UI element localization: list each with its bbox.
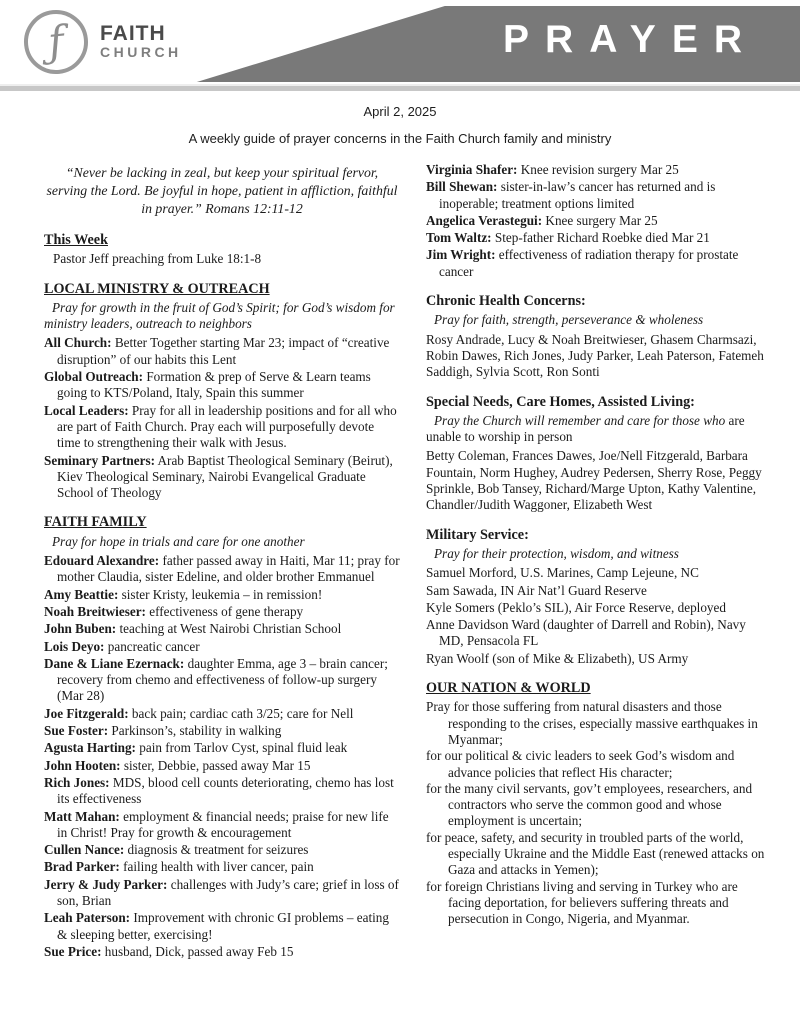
entry-name: Joe Fitzgerald: <box>44 705 129 721</box>
military-service-heading: Military Service: <box>426 526 529 543</box>
military-service-list <box>426 565 772 667</box>
special-needs-intro-rest: are unable to worship in person <box>426 412 745 445</box>
prayer-entry <box>426 162 772 178</box>
entry-text: effectiveness of radiation therapy for prostate cancer <box>439 247 739 279</box>
entry-name: Amy Beattie: <box>44 586 119 602</box>
prayer-entry <box>44 758 400 774</box>
entry-name: Seminary Partners: <box>44 452 155 468</box>
entry-text: Formation & prep of Serve & Learn teams going to KTS/Poland, Italy, Spain this summer <box>57 369 371 401</box>
entry-name: Sue Price: <box>44 943 102 959</box>
entry-name: Agusta Harting: <box>44 740 136 756</box>
special-needs-intro-italic: Pray the Church will remember and care for those who <box>434 412 726 428</box>
entry-name: All Church: <box>44 335 112 351</box>
chronic-health-heading: Chronic Health Concerns: <box>426 293 586 310</box>
prayer-entry <box>44 553 400 586</box>
local-ministry-entries <box>44 335 400 501</box>
entry-name: Tom Waltz: <box>426 230 492 246</box>
chronic-health-intro: Pray for faith, strength, perseverance & wholeness <box>434 312 704 328</box>
faith-family-entries <box>44 553 400 960</box>
entry-name: Leah Paterson: <box>44 910 131 926</box>
entry-text: sister Kristy, leukemia – in remission! <box>118 586 323 602</box>
prayer-entry <box>44 656 400 705</box>
local-ministry-intro: Pray for growth in the fruit of God’s Spirit; for God’s wisdom for ministry leaders, outreach to neighbors <box>44 299 395 332</box>
entry-name: Sue Foster: <box>44 723 109 739</box>
section-this-week <box>44 232 400 268</box>
prayer-entry <box>44 587 400 603</box>
faith-church-logo <box>24 10 182 74</box>
prayer-entry <box>44 335 400 368</box>
page-header <box>0 0 800 90</box>
nation-prayer-paragraph: for peace, safety, and security in troubled parts of the world, especially Ukraine and the Middle East (renewed attacks on Gaza and attacks in Yemen); <box>426 829 765 878</box>
entry-text: teaching at West Nairobi Christian School <box>116 621 342 637</box>
section-local-ministry <box>44 281 400 502</box>
quote-reference: Romans 12:11-12 <box>205 201 303 216</box>
entry-name: Dane & Liane Ezernack: <box>44 655 185 671</box>
entry-text: Parkinson’s, stability in walking <box>108 723 282 739</box>
prayer-entry <box>426 213 772 229</box>
section-special-needs <box>426 394 772 514</box>
entry-name: Jim Wright: <box>426 247 496 263</box>
two-column-content <box>0 146 800 961</box>
special-needs-names: Betty Coleman, Frances Dawes, Joe/Nell Fitzgerald, Barbara Fountain, Norm Hughey, Audrey Pedersen, Sherry Rose, Peggy Sprinkle, Bob Tansey, Richard/Marge Upton, Kathy Valentine, Chandler/Judith Waggoner, Elizabeth West <box>426 448 762 513</box>
entry-text: husband, Dick, passed away Feb 15 <box>101 943 294 959</box>
prayer-entry <box>44 621 400 637</box>
section-faith-family <box>44 514 400 960</box>
prayer-entry <box>44 369 400 402</box>
logo-line-church: CHURCH <box>100 44 182 61</box>
entry-text: daughter Emma, age 3 – brain cancer; recovery from chemo and effectiveness of follow-up surgery (Mar 28) <box>57 655 388 704</box>
prayer-entry <box>44 723 400 739</box>
military-service-intro: Pray for their protection, wisdom, and witness <box>434 545 679 561</box>
prayer-entry <box>426 230 772 246</box>
entry-name: Noah Breitwieser: <box>44 603 146 619</box>
section-chronic-health <box>426 293 772 380</box>
nation-prayer-paragraph: for our political & civic leaders to seek God’s wisdom and advance policies that reflect His character; <box>426 748 735 780</box>
entry-text: failing health with liver cancer, pain <box>119 859 314 875</box>
left-column <box>44 162 400 961</box>
entry-name: Matt Mahan: <box>44 808 120 824</box>
entry-text: Step-father Richard Roebke died Mar 21 <box>491 230 710 246</box>
prayer-entry <box>44 403 400 452</box>
entry-text: Better Together starting Mar 23; impact of “creative disruption” of our habits this Lent <box>57 335 390 367</box>
entry-text: pain from Tarlov Cyst, spinal fluid leak <box>135 740 348 756</box>
entry-name: John Hooten: <box>44 757 121 773</box>
military-person-line: Kyle Somers (Peklo’s SIL), Air Force Reserve, deployed <box>426 599 726 615</box>
this-week-line: Pastor Jeff preaching from Luke 18:1-8 <box>53 251 262 267</box>
prayer-entry <box>44 877 400 910</box>
prayer-entry <box>44 910 400 943</box>
nation-prayer-paragraph: Pray for those suffering from natural disasters and those responding to the crises, especially massive earthquakes in Myanmar; <box>426 699 758 747</box>
special-needs-heading: Special Needs, Care Homes, Assisted Living: <box>426 393 695 410</box>
entry-name: Global Outreach: <box>44 369 144 385</box>
prayer-entry <box>426 179 772 212</box>
section-nation-world <box>426 680 772 927</box>
entry-text: Pray for all in leadership positions and for all who are part of Faith Church. Pray each will purposefully devote time to strengthening their walk with Jesus. <box>57 402 397 451</box>
entry-text: sister, Debbie, passed away Mar 15 <box>120 757 311 773</box>
scripture-quote <box>44 164 400 218</box>
prayer-entry <box>44 706 400 722</box>
entry-text: effectiveness of gene therapy <box>145 603 304 619</box>
military-person-line: Sam Sawada, IN Air Nat’l Guard Reserve <box>426 582 647 598</box>
faith-family-intro: Pray for hope in trials and care for one another <box>52 533 305 549</box>
logo-line-faith: FAITH <box>100 22 166 46</box>
date-line: April 2, 2025 <box>363 104 437 119</box>
logo-text <box>100 23 182 60</box>
military-person-line: Samuel Morford, U.S. Marines, Camp Lejeune, NC <box>426 565 699 581</box>
entry-name: John Buben: <box>44 621 117 637</box>
military-person-line: Anne Davidson Ward (daughter of Darrell and Robin), Navy MD, Pensacola FL <box>426 617 746 649</box>
entry-text: diagnosis & treatment for seizures <box>124 842 309 858</box>
entry-text: father passed away in Haiti, Mar 11; pray for mother Claudia, sister Edeline, and older brother Emmanuel <box>57 553 400 585</box>
prayer-entry <box>44 740 400 756</box>
entry-name: Virginia Shafer: <box>426 162 518 177</box>
subtitle: A weekly guide of prayer concerns in the Faith Church family and ministry <box>188 131 612 146</box>
header-divider <box>0 84 800 91</box>
nation-prayer-paragraph: for the many civil servants, gov’t employees, researchers, and contractors who serve the common good and whose employment is uncertain; <box>426 780 753 829</box>
entry-text: MDS, blood cell counts deteriorating, chemo has lost its effectiveness <box>57 774 394 807</box>
this-week-heading: This Week <box>44 232 108 248</box>
prayer-entry <box>44 775 400 808</box>
faith-family-heading: FAITH FAMILY <box>44 514 147 531</box>
quote-text: “Never be lacking in zeal, but keep your spiritual fervor, serving the Lord. Be joyful in hope, patient in affliction, faithful in prayer.” <box>46 165 398 216</box>
right-column <box>426 162 772 961</box>
nation-world-heading: OUR NATION & WORLD <box>426 680 591 697</box>
entry-text: Arab Baptist Theological Seminary (Beirut), Kiev Theological Seminary, Nairobi Evangelical Graduate School of Theology <box>57 452 393 501</box>
local-ministry-heading: LOCAL MINISTRY & OUTREACH <box>44 280 270 297</box>
special-needs-intro <box>426 413 772 446</box>
entry-text: Knee revision surgery Mar 25 <box>517 162 679 177</box>
entry-name: Jerry & Judy Parker: <box>44 876 168 892</box>
entry-text: employment & financial needs; praise for new life in Christ! Pray for growth & encouragement <box>57 808 389 840</box>
nation-world-paragraphs <box>426 699 772 927</box>
banner-title: PRAYER <box>503 18 758 61</box>
prayer-entry <box>44 453 400 502</box>
prayer-entry <box>426 247 772 280</box>
entry-name: Rich Jones: <box>44 774 110 790</box>
entry-name: Lois Deyo: <box>44 638 105 654</box>
entry-text: Improvement with chronic GI problems – eating & sleeping better, exercising! <box>57 910 389 942</box>
prayer-entry <box>44 809 400 842</box>
nation-prayer-paragraph: for foreign Christians living and serving in Turkey who are facing deportation, for believers suffering threats and persecution in Congo, Nigeria, and Myanmar. <box>426 878 738 927</box>
entry-name: Bill Shewan: <box>426 179 498 195</box>
entry-name: Edouard Alexandre: <box>44 553 160 569</box>
entry-name: Local Leaders: <box>44 402 129 418</box>
prayer-entry <box>44 944 400 960</box>
faith-family-continued-entries <box>426 162 772 280</box>
entry-text: back pain; cardiac cath 3/25; care for Nell <box>128 705 354 721</box>
prayer-entry <box>44 604 400 620</box>
church-logo-icon: ƒ <box>21 7 91 77</box>
prayer-entry <box>44 859 400 875</box>
military-person-line: Ryan Woolf (son of Mike & Elizabeth), US Army <box>426 650 689 666</box>
entry-name: Cullen Nance: <box>44 842 125 858</box>
prayer-entry <box>44 842 400 858</box>
prayer-entry <box>44 639 400 655</box>
section-military-service <box>426 527 772 667</box>
entry-name: Brad Parker: <box>44 859 120 875</box>
entry-text: pancreatic cancer <box>104 638 200 654</box>
entry-text: Knee surgery Mar 25 <box>542 212 658 228</box>
entry-text: sister-in-law’s cancer has returned and is inoperable; treatment options limited <box>439 179 716 211</box>
entry-text: challenges with Judy’s care; grief in loss of son, Brian <box>57 876 399 908</box>
entry-name: Angelica Verastegui: <box>426 212 543 228</box>
chronic-health-names: Rosy Andrade, Lucy & Noah Breitwieser, Ghasem Charmsazi, Robin Dawes, Rich Jones, Judy Parker, Leah Paterson, Fatemeh Saddigh, Sylvia Scott, Ron Sonti <box>426 331 764 380</box>
